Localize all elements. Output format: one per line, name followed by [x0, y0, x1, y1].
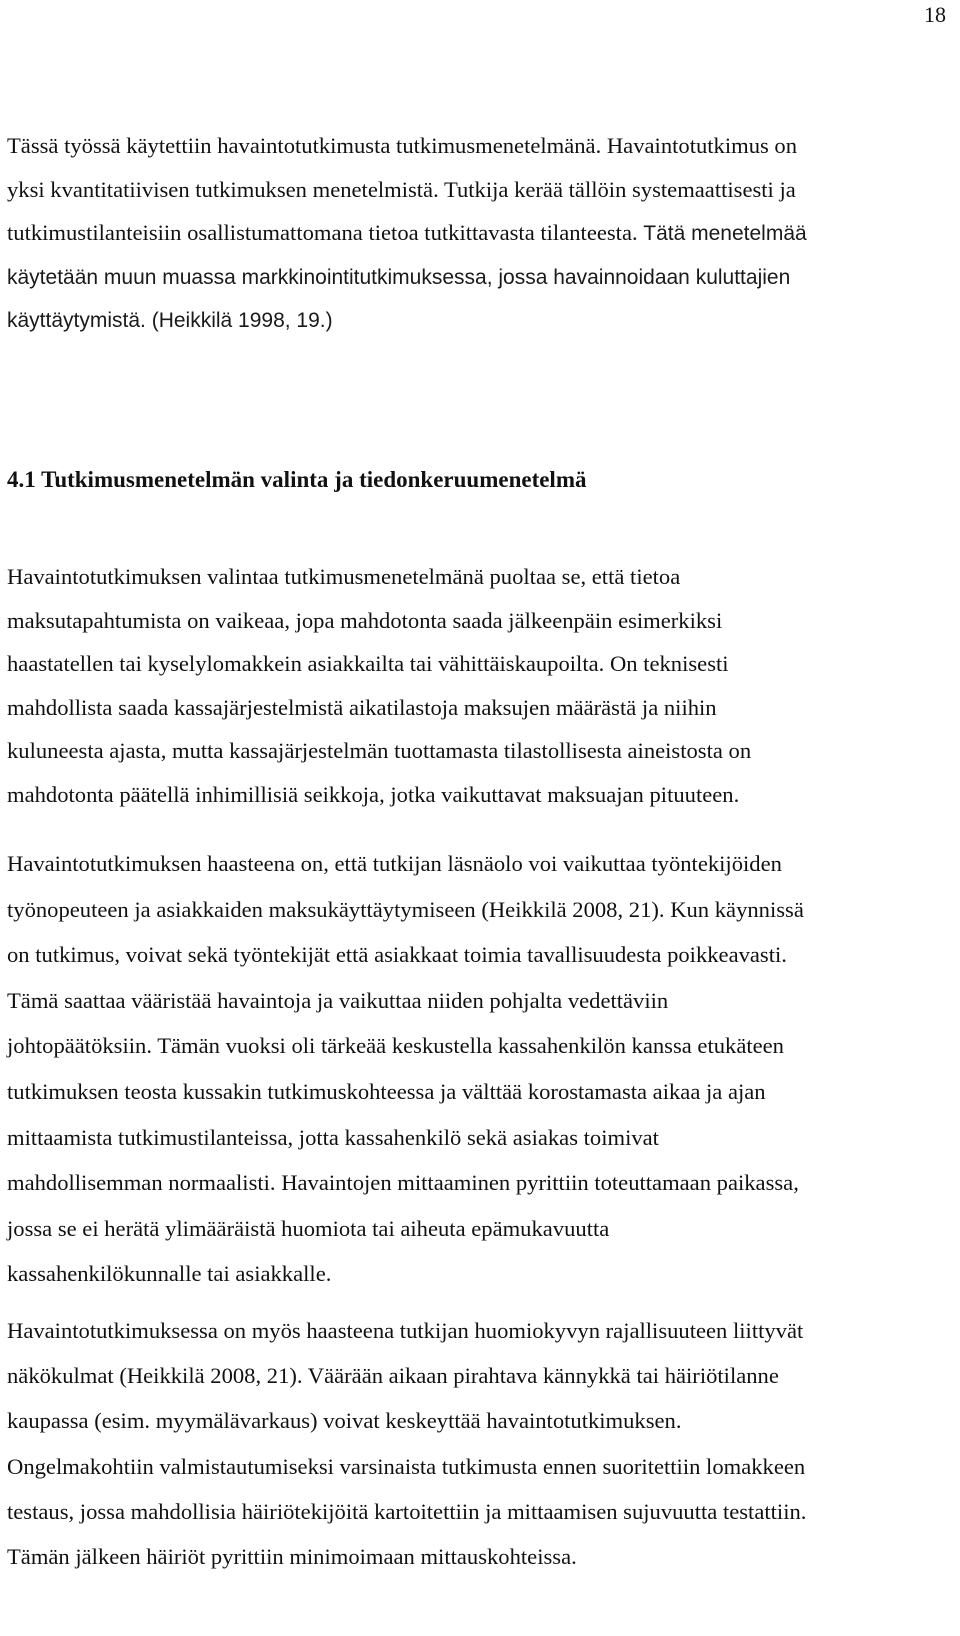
text-line: Tämä saattaa vääristää havaintoja ja vaikuttaa niiden pohjalta vedettäviin — [7, 987, 669, 1013]
text-line: käyttäytymistä. (Heikkilä 1998, 19.) — [7, 309, 333, 333]
paragraph-method-choice — [7, 555, 947, 817]
text-line: kaupassa (esim. myymälävarkaus) voivat keskeyttää havaintotutkimuksen. — [7, 1408, 682, 1434]
text-line: haastatellen tai kyselylomakkein asiakkailta tai vähittäiskaupoilta. On teknisesti — [7, 651, 729, 677]
text-line: kuluneesta ajasta, mutta kassajärjestelmän tuottamasta tilastollisesta aineistosta on — [7, 738, 752, 764]
paragraph-intro — [7, 124, 947, 343]
text-line: käytetään muun muassa markkinointitutkimuksessa, jossa havainnoidaan kuluttajien — [7, 265, 791, 289]
section-heading: 4.1 Tutkimusmenetelmän valinta ja tiedonkeruumenetelmä — [7, 467, 587, 492]
page-number: 18 — [924, 2, 946, 27]
text-line: yksi kvantitatiivisen tutkimuksen menetelmistä. Tutkija kerää tällöin systemaattisesti ja — [7, 176, 796, 202]
text-line — [7, 211, 947, 256]
paragraph-attention — [7, 1308, 947, 1579]
text-line: tutkimuksen teosta kussakin tutkimuskohteessa ja välttää korostamasta aikaa ja ajan — [7, 1078, 766, 1104]
text-line: mahdollista saada kassajärjestelmistä aikatilastoja maksujen määrästä ja niihin — [7, 694, 717, 720]
text-line: näkökulmat (Heikkilä 2008, 21). Väärään aikaan pirahtava kännykkä tai häiriötilanne — [7, 1363, 779, 1389]
text-line: mahdotonta päätellä inhimillisiä seikkoja, jotka vaikuttavat maksuajan pituuteen. — [7, 781, 740, 807]
text-line: on tutkimus, voivat sekä työntekijät että asiakkaat toimia tavallisuudesta poikkeavasti. — [7, 942, 787, 968]
text-span: tutkimustilanteisiin osallistumattomana tietoa tutkittavasta tilanteesta. — [7, 220, 638, 246]
text-line: mahdollisemman normaalisti. Havaintojen mittaaminen pyrittiin toteuttamaan paikassa, — [7, 1170, 799, 1196]
paragraph-challenges — [7, 841, 947, 1297]
text-span: Tätä menetelmää — [643, 222, 807, 246]
text-line: Tässä työssä käytettiin havaintotutkimusta tutkimusmenetelmänä. Havaintotutkimus on — [7, 133, 798, 158]
text-line: testaus, jossa mahdollisia häiriötekijöitä kartoitettiin ja mittaamisen sujuvuutta testattiin. — [7, 1498, 807, 1524]
text-line: Havaintotutkimuksen valintaa tutkimusmenetelmänä puoltaa se, että tietoa — [7, 564, 681, 589]
text-line: johtopäätöksiin. Tämän vuoksi oli tärkeää keskustella kassahenkilön kanssa etukäteen — [7, 1033, 784, 1059]
text-line: kassahenkilökunnalle tai asiakkalle. — [7, 1261, 332, 1287]
text-line: Havaintotutkimuksessa on myös haasteena tutkijan huomiokyvyn rajallisuuteen liittyvät — [7, 1318, 804, 1343]
text-line: maksutapahtumista on vaikeaa, jopa mahdotonta saada jälkeenpäin esimerkiksi — [7, 607, 723, 633]
text-line: Tämän jälkeen häiriöt pyrittiin minimoimaan mittauskohteissa. — [7, 1544, 577, 1570]
text-line: mittaamista tutkimustilanteissa, jotta kassahenkilö sekä asiakas toimivat — [7, 1124, 659, 1150]
text-line: työnopeuteen ja asiakkaiden maksukäyttäytymiseen (Heikkilä 2008, 21). Kun käynnissä — [7, 896, 804, 922]
text-line: Ongelmakohtiin valmistautumiseksi varsinaista tutkimusta ennen suoritettiin lomakkeen — [7, 1453, 806, 1479]
text-line: jossa se ei herätä ylimääräistä huomiota tai aiheuta epämukavuutta — [7, 1215, 610, 1241]
text-line: Havaintotutkimuksen haasteena on, että tutkijan läsnäolo voi vaikuttaa työntekijöiden — [7, 851, 782, 876]
